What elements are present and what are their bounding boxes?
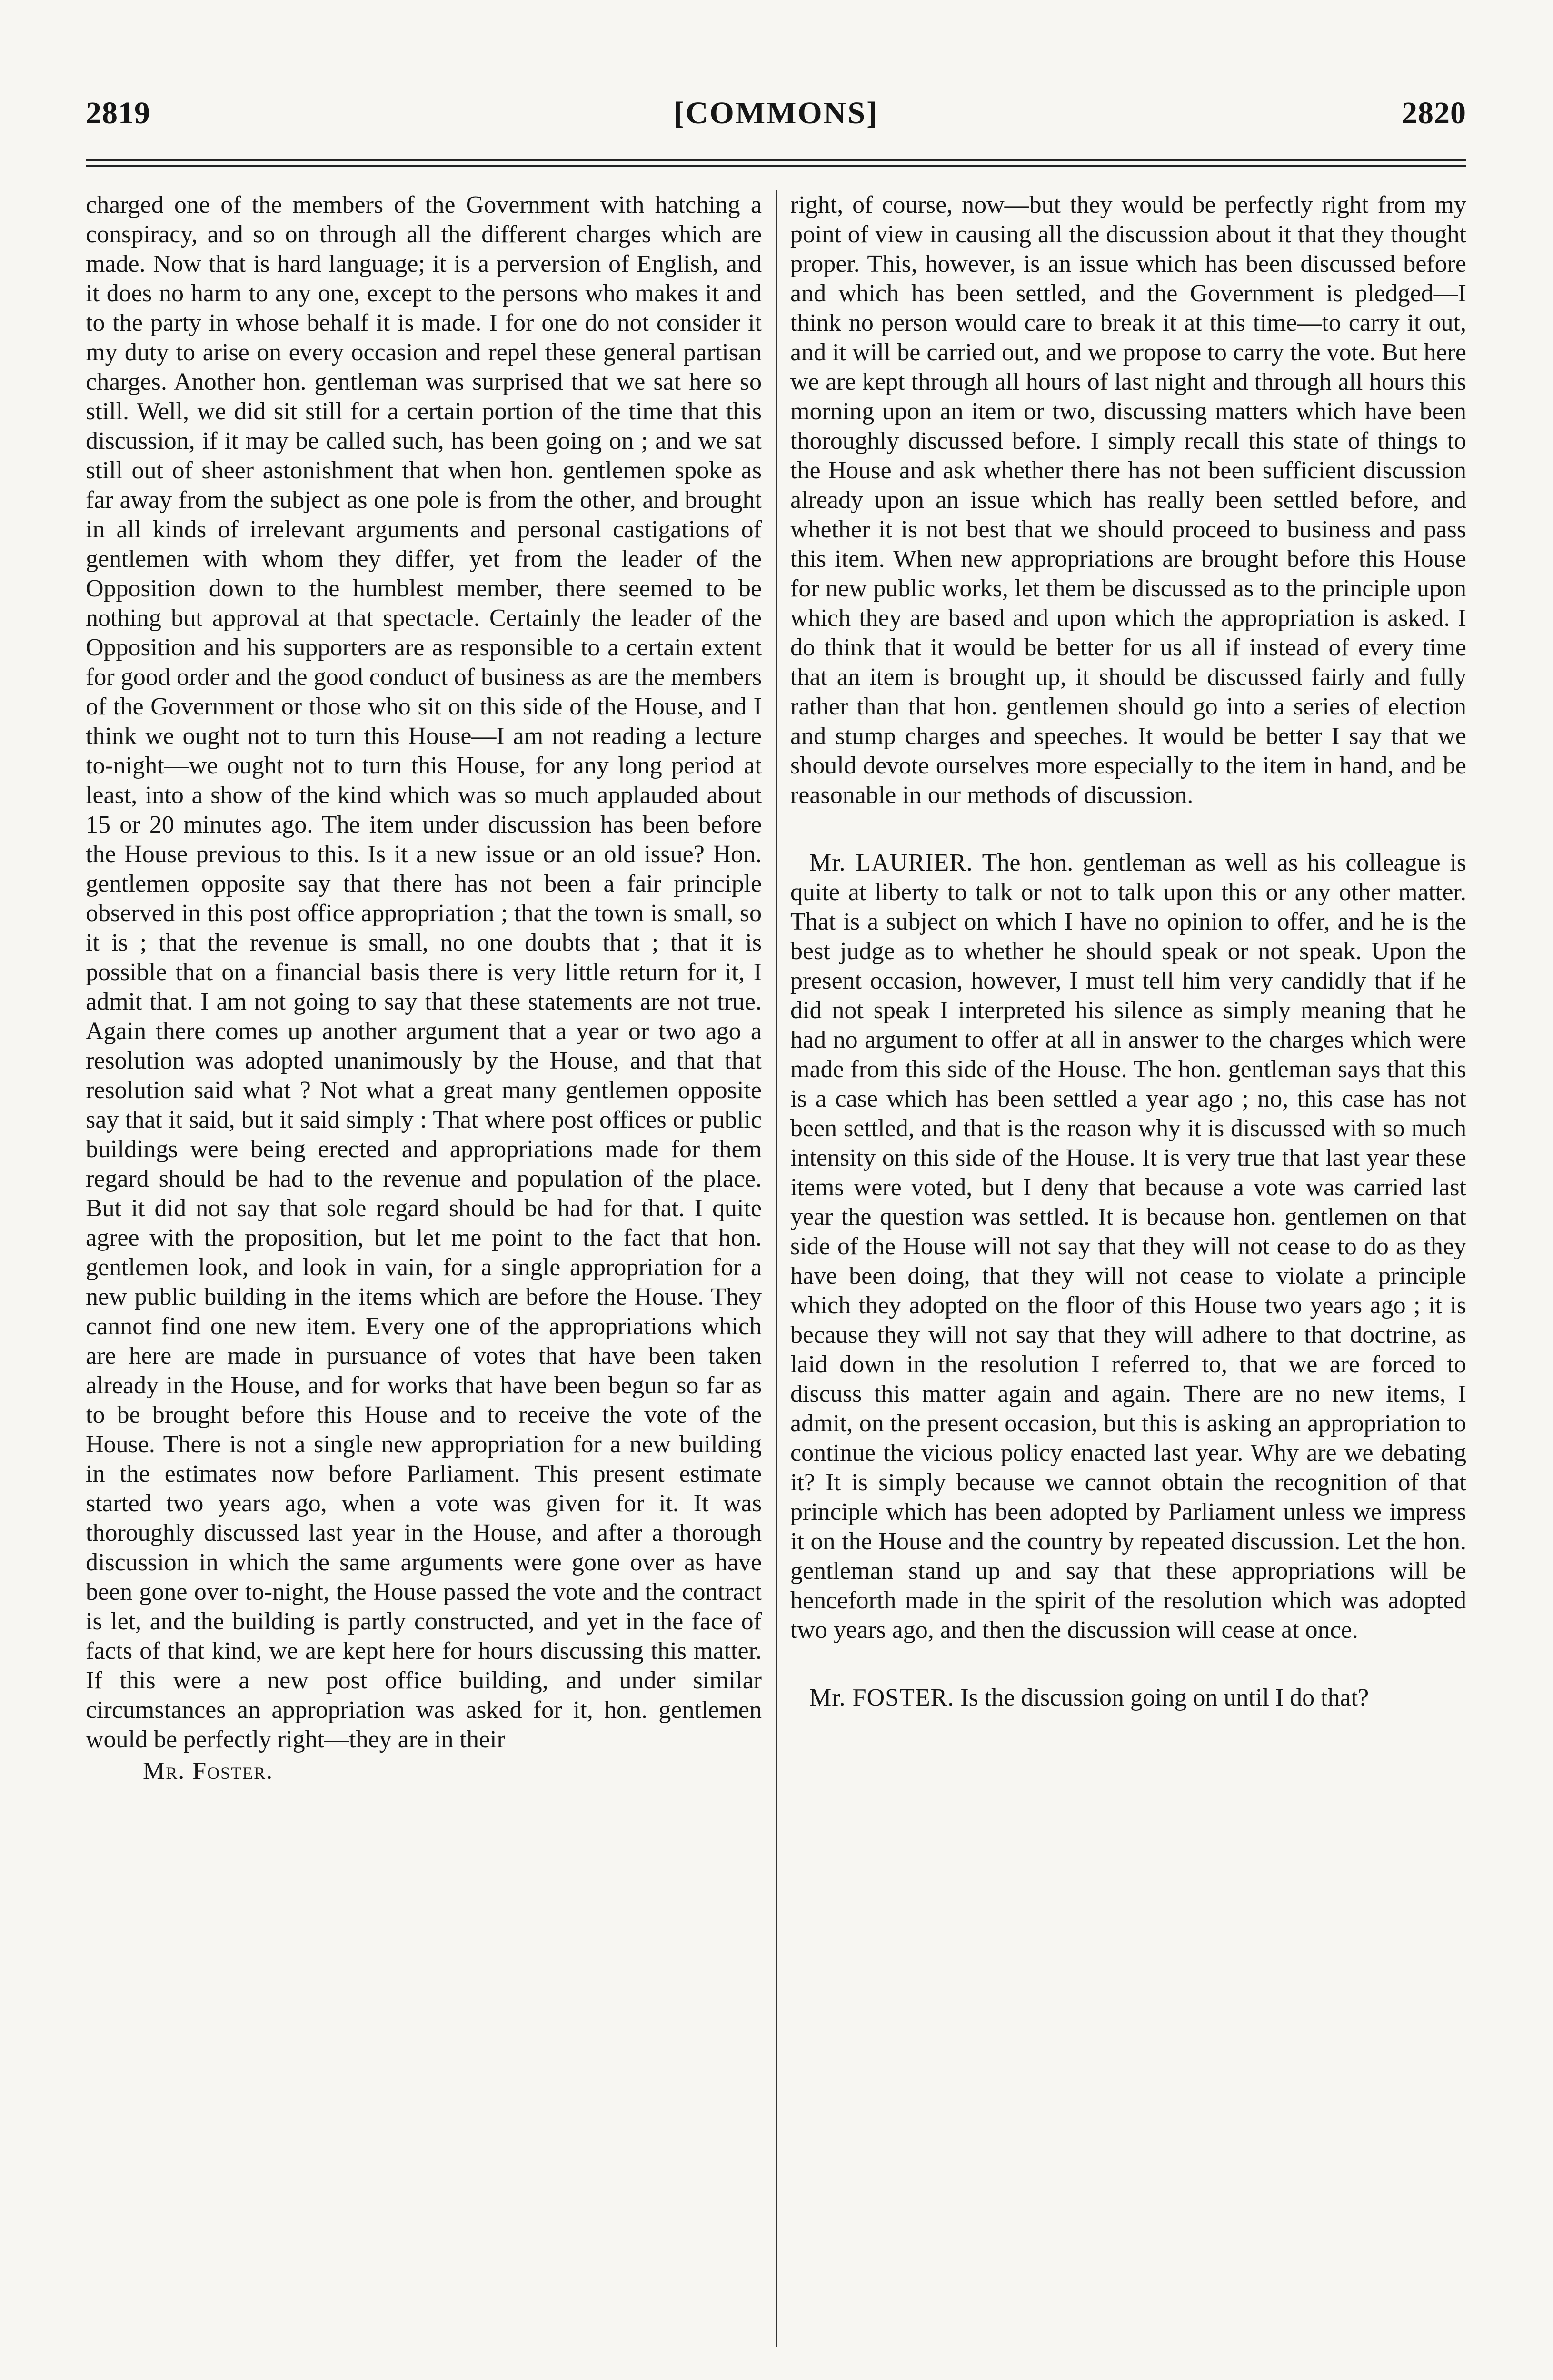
hansard-page	[86, 90, 1466, 2380]
page-number-left: 2819	[86, 96, 150, 130]
catchword: Mr. Foster.	[143, 1757, 274, 1785]
right-column	[790, 190, 1466, 2380]
speech-foster	[790, 1683, 1466, 1713]
right-column-paragraph: right, of course, now—but they would be perfectly right from my point of view in causing all the discussion about it that they thought proper. This, however, is an issue which has been discussed before and which has been settled, and the Government is pledged—I think no person would care to break it at this time—to carry it out, and it will be carried out, and we propose to carry the vote. But here we are kept through all hours of last night and through all hours this morning upon an item or two, discussing matters which have been thoroughly discussed before. I simply recall this state of things to the House and ask whether there has not been sufficient discussion already upon an issue which has really been settled before, and whether it is not best that we should proceed to business and pass this item. When new appropriations are brought before this House for new public works, let them be discussed as to the principle upon which they are based and upon which the appropriation is asked. I do think that it would be better for us all if instead of every time that an item is brought up, it should be discussed fairly and fully rather than that hon. gentlemen should go into a series of election and stump charges and speeches. It would be better I say that we should devote ourselves more especially to the item in hand, and be reasonable in our methods of discussion.	[790, 191, 1466, 809]
page-title: [COMMONS]	[673, 96, 879, 130]
speech-laurier	[790, 848, 1466, 1645]
header-rule-bottom	[86, 165, 1466, 167]
speech-text: Is the discussion going on until I do that?	[960, 1684, 1369, 1711]
page-number-right: 2820	[1402, 96, 1466, 130]
speech-text: The hon. gentleman as well as his colleague is quite at liberty to talk or not to talk upon this or any other matter. That is a subject on which I have no opinion to offer, and he is the best judge as to whether he should speak or not speak. Upon the present occasion, however, I must tell him very candidly that if he did not speak I interpreted his silence as simply meaning that he had no argument to offer at all in answer to the charges which were made from this side of the House. The hon. gentleman says that this is a case which has been settled a year ago ; no, this case has not been settled, and that is the reason why it is discussed with so much intensity on this side of the House. It is very true that last year these items were voted, but I deny that because a vote was carried last year the question was settled. It is because hon. gentlemen on that side of the House will not say that they will not cease to do as they have been doing, that they will not cease to violate a principle which they adopted on the floor of this House two years ago ; it is because they will not say that they will adhere to that doctrine, as laid down in the resolution I referred to, that we are forced to discuss this matter again and again. There are no new items, I admit, on the present occasion, but this is asking an appropriation to continue the vicious policy enacted last year. Why are we debating it? It is simply because we cannot obtain the recognition of that principle which has been adopted by Parliament unless we impress it on the House and the country by repeated discussion. Let the hon. gentleman stand up and say that these appropriations will be henceforth made in the spirit of the resolution which was adopted two years ago, and then the discussion will cease at once.	[790, 849, 1466, 1644]
page-header	[86, 90, 1466, 143]
speaker-name: Mr. LAURIER.	[809, 849, 973, 876]
column-divider	[776, 190, 777, 2347]
speaker-name: Mr. FOSTER.	[809, 1684, 955, 1711]
left-column	[86, 190, 762, 2380]
left-column-paragraph: charged one of the members of the Government with hatching a conspiracy, and so on through all the different charges which are made. Now that is hard language; it is a perversion of English, and it does no harm to any one, except to the persons who makes it and to the party in whose behalf it is made. I for one do not consider it my duty to arise on every occasion and repel these general partisan charges. Another hon. gentleman was surprised that we sat here so still. Well, we did sit still for a certain portion of the time that this discussion, if it may be called such, has been going on ; and we sat still out of sheer astonishment that when hon. gentlemen spoke as far away from the subject as one pole is from the other, and brought in all kinds of irrelevant arguments and personal castigations of gentlemen with whom they differ, yet from the leader of the Opposition down to the humblest member, there seemed to be nothing but approval at that spectacle. Certainly the leader of the Opposition and his supporters are as responsible to a certain extent for good order and the good conduct of business as are the members of the Government or those who sit on this side of the House, and I think we ought not to turn this House—I am not reading a lecture to-night—we ought not to turn this House, for any long period at least, into a show of the kind which was so much applauded about 15 or 20 minutes ago. The item under discussion has been before the House previous to this. Is it a new issue or an old issue? Hon. gentlemen opposite say that there has not been a fair principle observed in this post office appropriation ; that the town is small, so it is ; that the revenue is small, no one doubts that ; that it is possible that on a financial basis there is very little return for it, I admit that. I am not going to say that these statements are not true. Again there comes up another argument that a year or two ago a resolution was adopted unanimously by the House, and that that resolution said what ? Not what a great many gentlemen opposite say that it said, but it said simply : That where post offices or public buildings were being erected and appropriations made for them regard should be had to the revenue and population of the place. But it did not say that sole regard should be had for that. I quite agree with the proposition, but let me point to the fact that hon. gentlemen look, and look in vain, for a single appropriation for a new public building in the items which are before the House. They cannot find one new item. Every one of the appropriations which are here are made in pursuance of votes that have been taken already in the House, and for works that have been begun so far as to be brought before this House and to receive the vote of the House. There is not a single new appropriation for a new building in the estimates now before Parliament. This present estimate started two years ago, when a vote was given for it. It was thoroughly discussed last year in the House, and after a thorough discussion in which the same arguments were gone over as have been gone over to-night, the House passed the vote and the contract is let, and the building is partly constructed, and yet in the face of facts of that kind, we are kept here for hours discussing this matter. If this were a new post office building, and under similar circumstances an appropriation was asked for it, hon. gentlemen would be perfectly right—they are in their	[86, 191, 762, 1753]
header-rule-top	[86, 159, 1466, 161]
